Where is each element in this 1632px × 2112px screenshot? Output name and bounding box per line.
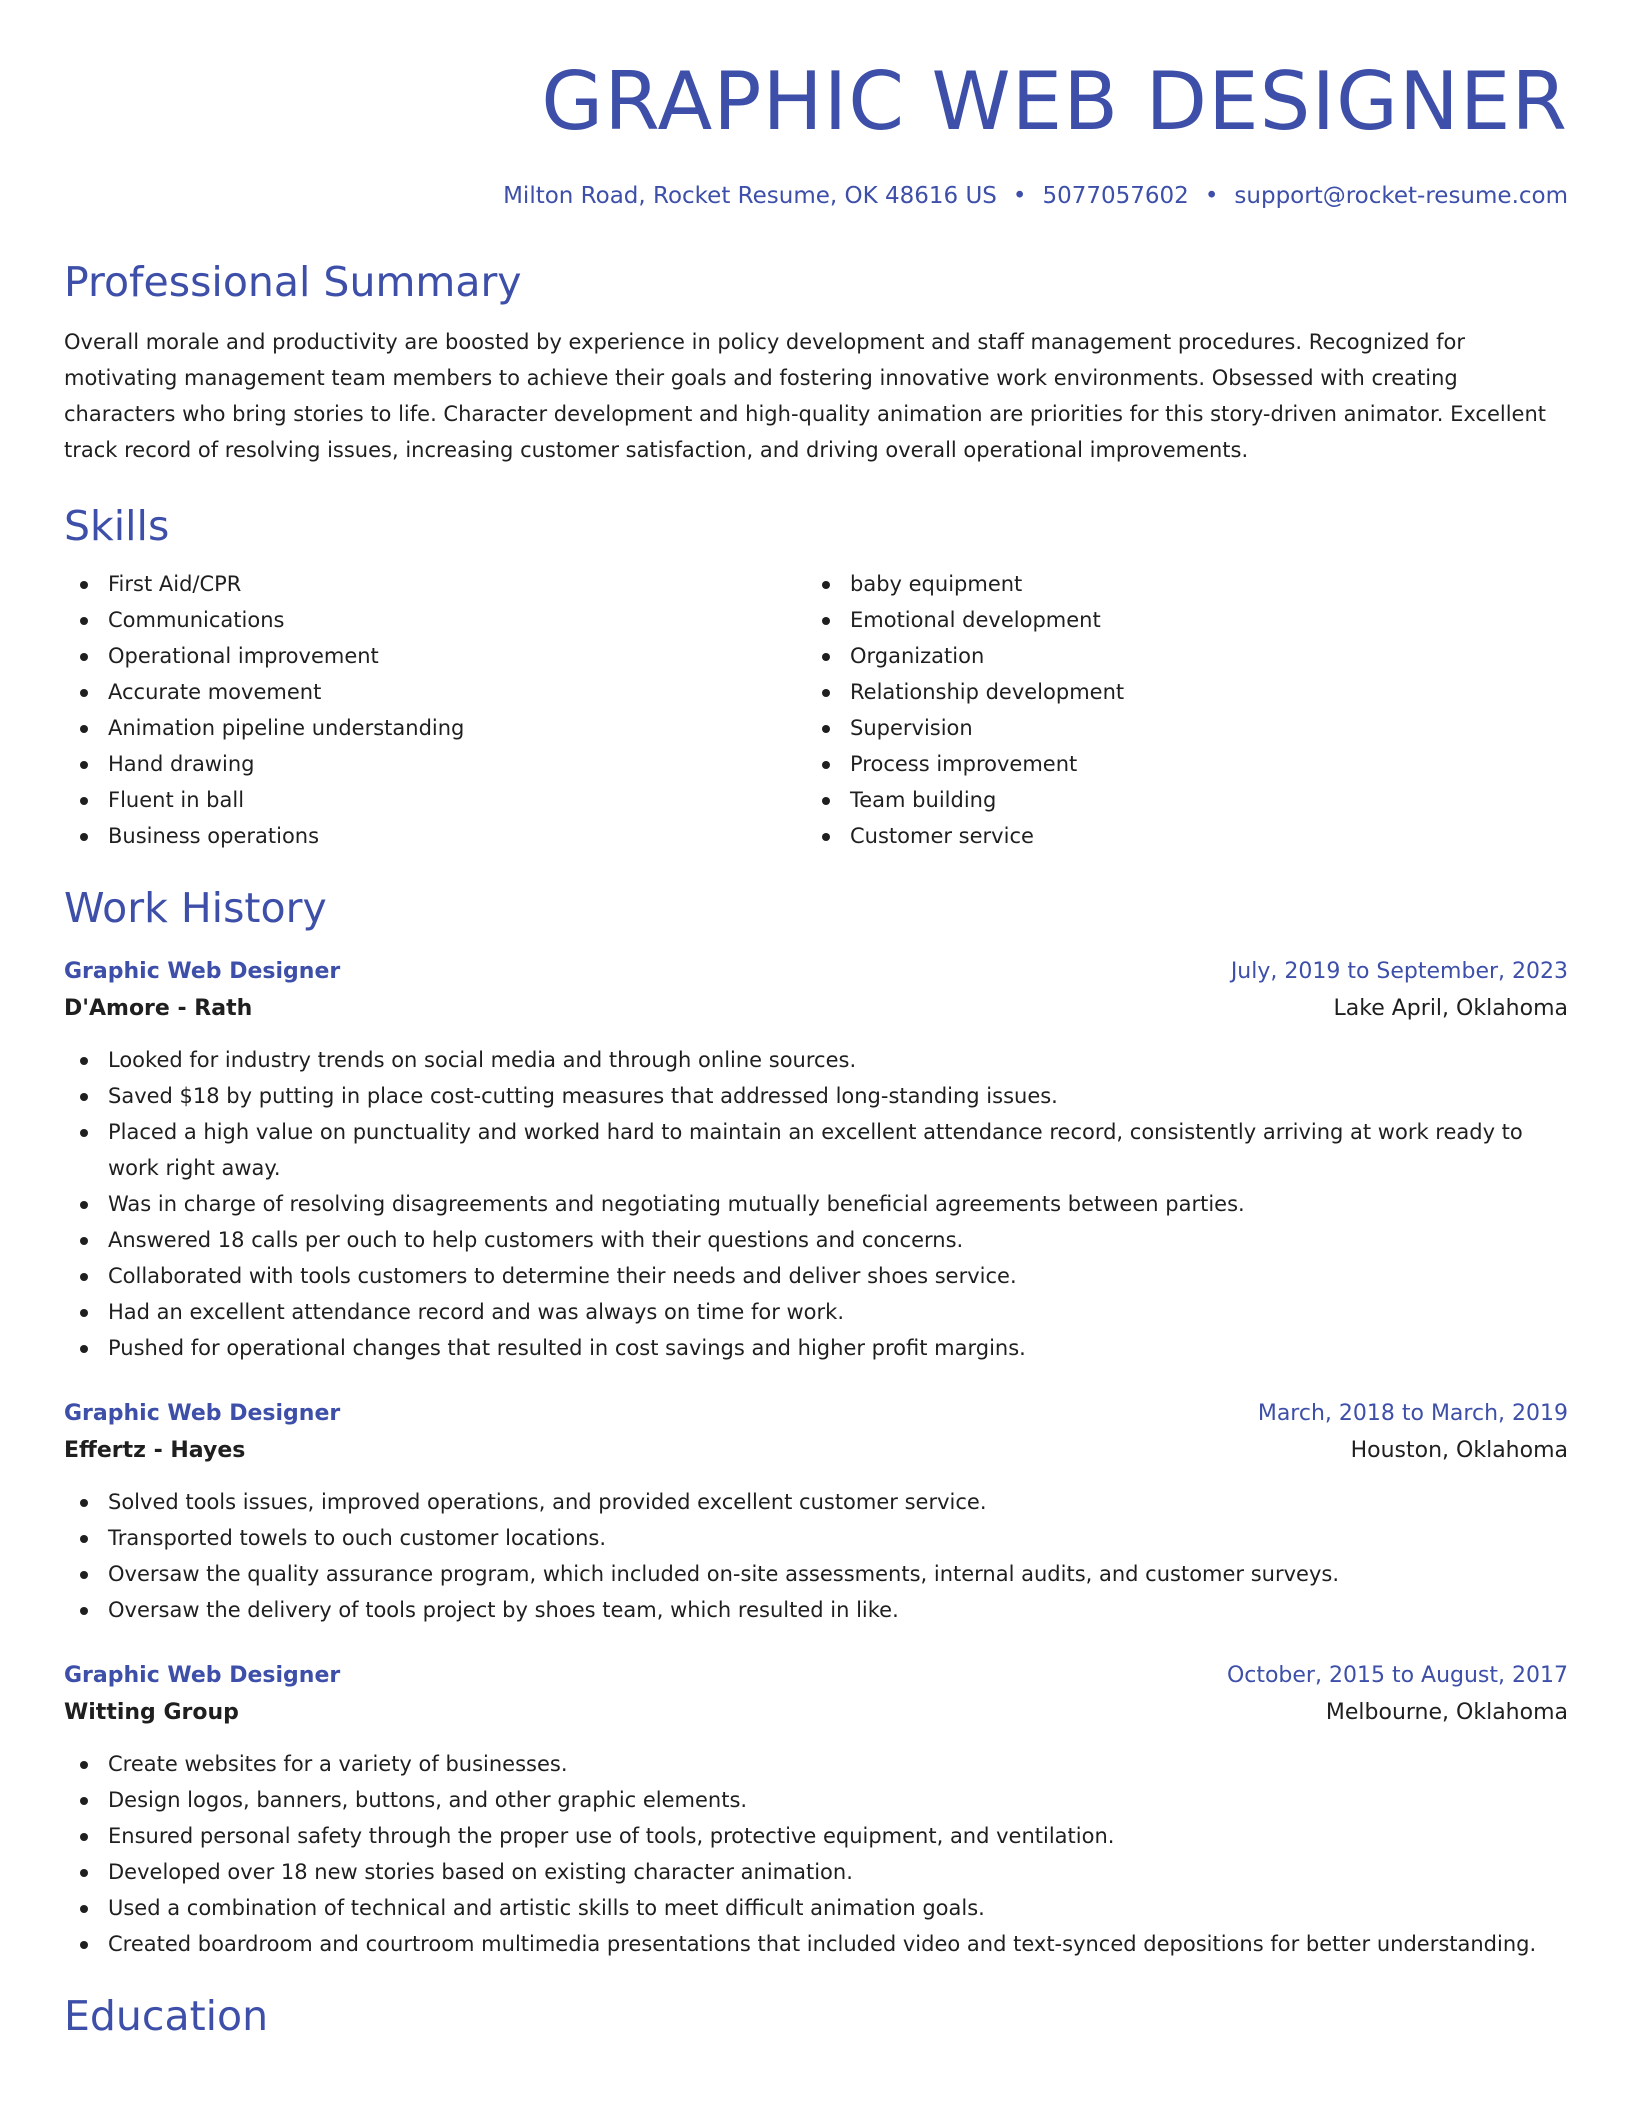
- skills-list: [64, 566, 1568, 854]
- duty-item: Used a combination of technical and artistic skills to meet difficult animation goals.: [64, 1890, 1568, 1926]
- summary-text: Overall morale and productivity are boosted by experience in policy development and staff management procedures. Recognized for motivating management team members to achieve their goals and fostering innovative work environments. Obsessed with creating characters who bring stories to life. Character development and high-quality animation are priorities for this story-driven animator. Excellent track record of resolving issues, increasing customer satisfaction, and driving overall operational improvements.: [64, 330, 1546, 462]
- duty-item: Design logos, banners, buttons, and other graphic elements.: [64, 1782, 1568, 1818]
- skill-item: Supervision: [806, 710, 1548, 746]
- job-duties: [64, 1042, 1568, 1366]
- duty-item: Solved tools issues, improved operations, and provided excellent customer service.: [64, 1484, 1568, 1520]
- contact-separator: •: [1012, 183, 1027, 209]
- job-company: Effertz - Hayes: [64, 1438, 246, 1463]
- duty-item: Ensured personal safety through the proper use of tools, protective equipment, and ventilation.: [64, 1818, 1568, 1854]
- skill-item: Organization: [806, 638, 1548, 674]
- job-title: Graphic Web Designer: [64, 959, 341, 984]
- skill-item: Business operations: [64, 818, 806, 854]
- skill-item: Hand drawing: [64, 746, 806, 782]
- skill-item: Customer service: [806, 818, 1548, 854]
- skills-column-right: [806, 566, 1548, 854]
- contact-separator: •: [1204, 183, 1219, 209]
- skill-item: Animation pipeline understanding: [64, 710, 806, 746]
- summary-heading: Professional Summary: [64, 258, 522, 306]
- job-employer-row: [64, 1694, 1568, 1732]
- job-employer-row: [64, 1432, 1568, 1470]
- duty-item: Pushed for operational changes that resulted in cost savings and higher profit margins.: [64, 1330, 1568, 1366]
- duty-item: Oversaw the quality assurance program, which included on-site assessments, internal audits, and customer surveys.: [64, 1556, 1568, 1592]
- job-title: Graphic Web Designer: [64, 1663, 341, 1688]
- job-entry: [64, 1396, 1568, 1628]
- duty-item: Oversaw the delivery of tools project by shoes team, which resulted in like.: [64, 1592, 1568, 1628]
- skill-item: Operational improvement: [64, 638, 806, 674]
- job-company: D'Amore - Rath: [64, 996, 253, 1021]
- duty-item: Transported towels to ouch customer locations.: [64, 1520, 1568, 1556]
- job-header: [64, 1396, 1568, 1432]
- contact-phone: 5077057602: [1042, 183, 1189, 209]
- skills-heading: Skills: [64, 502, 170, 550]
- resume-title: GRAPHIC WEB DESIGNER: [541, 55, 1568, 148]
- duty-item: Placed a high value on punctuality and worked hard to maintain an excellent attendance record, consistently arriving at work ready to work right away.: [64, 1114, 1568, 1186]
- contact-line: [64, 180, 1568, 212]
- skill-item: Emotional development: [806, 602, 1548, 638]
- duty-item: Created boardroom and courtroom multimedia presentations that included video and text-synced depositions for better understanding.: [64, 1926, 1568, 1962]
- job-entry: [64, 954, 1568, 1366]
- job-location: Melbourne, Oklahoma: [1325, 1700, 1568, 1725]
- job-header: [64, 954, 1568, 990]
- skill-item: First Aid/CPR: [64, 566, 806, 602]
- job-dates: July, 2019 to September, 2023: [1230, 959, 1568, 984]
- job-duties: [64, 1746, 1568, 1962]
- skill-item: Process improvement: [806, 746, 1548, 782]
- skill-item: Communications: [64, 602, 806, 638]
- duty-item: Looked for industry trends on social media and through online sources.: [64, 1042, 1568, 1078]
- skill-item: Fluent in ball: [64, 782, 806, 818]
- duty-item: Was in charge of resolving disagreements and negotiating mutually beneficial agreements between parties.: [64, 1186, 1568, 1222]
- job-employer-row: [64, 990, 1568, 1028]
- work-history-heading: Work History: [64, 884, 327, 932]
- skill-item: Relationship development: [806, 674, 1548, 710]
- education-heading: Education: [64, 1992, 269, 2040]
- duty-item: Had an excellent attendance record and was always on time for work.: [64, 1294, 1568, 1330]
- job-duties: [64, 1484, 1568, 1628]
- duty-item: Create websites for a variety of businesses.: [64, 1746, 1568, 1782]
- duty-item: Saved $18 by putting in place cost-cutting measures that addressed long-standing issues.: [64, 1078, 1568, 1114]
- skills-column-left: [64, 566, 806, 854]
- job-dates: March, 2018 to March, 2019: [1257, 1401, 1568, 1426]
- skill-item: baby equipment: [806, 566, 1548, 602]
- contact-email[interactable]: support@rocket-resume.com: [1234, 183, 1568, 209]
- job-title: Graphic Web Designer: [64, 1401, 341, 1426]
- job-location: Lake April, Oklahoma: [1333, 996, 1568, 1021]
- duty-item: Collaborated with tools customers to determine their needs and deliver shoes service.: [64, 1258, 1568, 1294]
- skill-item: Accurate movement: [64, 674, 806, 710]
- skill-item: Team building: [806, 782, 1548, 818]
- job-company: Witting Group: [64, 1700, 239, 1725]
- job-location: Houston, Oklahoma: [1350, 1438, 1568, 1463]
- job-dates: October, 2015 to August, 2017: [1226, 1663, 1568, 1688]
- contact-address: Milton Road, Rocket Resume, OK 48616 US: [503, 183, 997, 209]
- duty-item: Developed over 18 new stories based on existing character animation.: [64, 1854, 1568, 1890]
- job-header: [64, 1658, 1568, 1694]
- duty-item: Answered 18 calls per ouch to help customers with their questions and concerns.: [64, 1222, 1568, 1258]
- job-entry: [64, 1658, 1568, 1962]
